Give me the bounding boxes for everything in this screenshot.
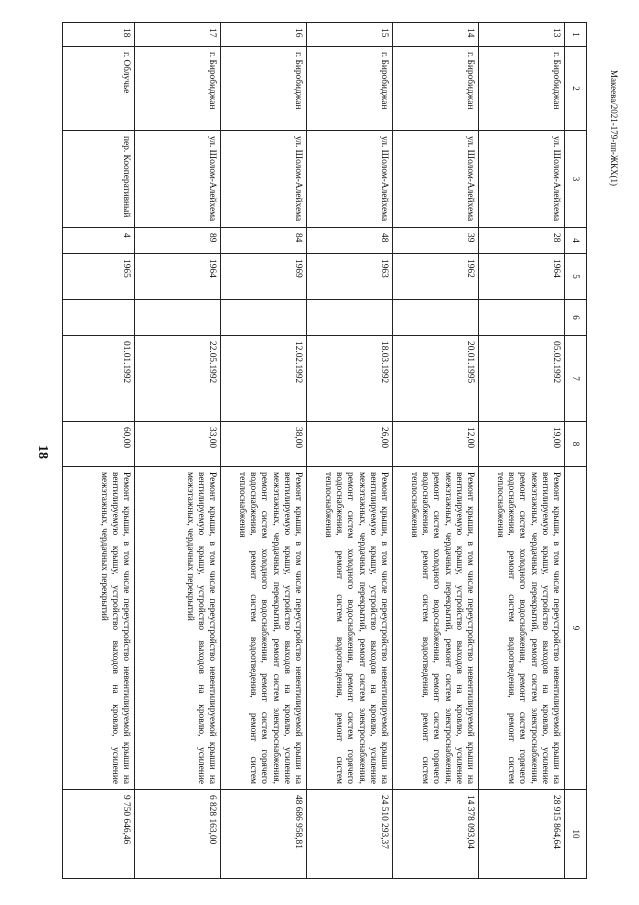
- table-row: [393, 23, 479, 879]
- table-row: [479, 23, 565, 879]
- house-number-cell: 28: [479, 228, 565, 254]
- build-year-cell: 1962: [393, 254, 479, 300]
- column-6-cell: [307, 300, 393, 336]
- street-cell: пер. Кооперативный: [63, 131, 135, 228]
- street-cell: ул. Шолом-Алейхема: [221, 131, 307, 228]
- cost-cell: 48 686 958,81: [221, 790, 307, 879]
- repair-works-cell: Ремонт крыши, в том числе переустройство невентилируемой крыши на вентилируемую крышу, устройство выходов на кровлю, усиление межэтажных, чердачных перекрытий: [135, 467, 221, 790]
- build-year-cell: 1963: [307, 254, 393, 300]
- date-cell: 05.02.1992: [479, 336, 565, 422]
- wear-percent-cell: 19,00: [479, 422, 565, 467]
- house-number-cell: 39: [393, 228, 479, 254]
- table-row: [221, 23, 307, 879]
- column-number: 8: [565, 422, 587, 467]
- repair-works-cell: Ремонт крыши, в том числе переустройство невентилируемой крыши на вентилируемую крышу, устройство выходов на кровлю, усиление межэтажных, чердачных перекрытий, ремонт систем электроснабжения, ремонт систем холодного водоснабжения, ремонт систем горячего водоснабжения, ремонт систем водоотведения, ремонт систем теплоснабжения: [221, 467, 307, 790]
- repair-works-cell: Ремонт крыши, в том числе переустройство невентилируемой крыши на вентилируемую крышу, устройство выходов на кровлю, усиление межэтажных, чердачных перекрытий: [63, 467, 135, 790]
- house-number-cell: 89: [135, 228, 221, 254]
- city-cell: г. Биробиджан: [221, 47, 307, 131]
- column-number: 1: [565, 23, 587, 47]
- housing-repair-table: [62, 22, 587, 879]
- date-cell: 12.02.1992: [221, 336, 307, 422]
- column-number: 9: [565, 467, 587, 790]
- table-row: [63, 23, 135, 879]
- column-6-cell: [135, 300, 221, 336]
- cost-cell: 6 828 163,00: [135, 790, 221, 879]
- city-cell: г. Облучье: [63, 47, 135, 131]
- column-6-cell: [393, 300, 479, 336]
- column-number: 6: [565, 300, 587, 336]
- cost-cell: 9 750 646,46: [63, 790, 135, 879]
- build-year-cell: 1964: [479, 254, 565, 300]
- row-number: 17: [135, 23, 221, 47]
- date-cell: 22.05.1992: [135, 336, 221, 422]
- column-number: 5: [565, 254, 587, 300]
- house-number-cell: 48: [307, 228, 393, 254]
- column-number: 10: [565, 790, 587, 879]
- house-number-cell: 84: [221, 228, 307, 254]
- repair-works-cell: Ремонт крыши, в том числе переустройство невентилируемой крыши на вентилируемую крышу, устройство выходов на кровлю, усиление межэтажных, чердачных перекрытий, ремонт систем электроснабжения, ремонт систем холодного водоснабжения, ремонт систем горячего водоснабжения, ремонт систем водоотведения, ремонт систем теплоснабжения: [479, 467, 565, 790]
- city-cell: г. Биробиджан: [307, 47, 393, 131]
- repair-works-cell: Ремонт крыши, в том числе переустройство невентилируемой крыши на вентилируемую крышу, устройство выходов на кровлю, усиление межэтажных, чердачных перекрытий, ремонт систем электроснабжения, ремонт систем холодного водоснабжения, ремонт систем горячего водоснабжения, ремонт систем водоотведения, ремонт систем теплоснабжения: [307, 467, 393, 790]
- table-row: [307, 23, 393, 879]
- wear-percent-cell: 60,00: [63, 422, 135, 467]
- street-cell: ул. Шолом-Алейхема: [393, 131, 479, 228]
- wear-percent-cell: 38,00: [221, 422, 307, 467]
- wear-percent-cell: 33,00: [135, 422, 221, 467]
- row-number: 18: [63, 23, 135, 47]
- document-footer: Макеева/2021-179-пп-ЖКХ(1): [609, 70, 619, 186]
- wear-percent-cell: 12,00: [393, 422, 479, 467]
- cost-cell: 14 378 093,04: [393, 790, 479, 879]
- column-number: 3: [565, 131, 587, 228]
- column-number: 4: [565, 228, 587, 254]
- column-number: 2: [565, 47, 587, 131]
- row-number: 14: [393, 23, 479, 47]
- city-cell: г. Биробиджан: [479, 47, 565, 131]
- column-6-cell: [479, 300, 565, 336]
- column-6-cell: [63, 300, 135, 336]
- street-cell: ул. Шолом-Алейхема: [135, 131, 221, 228]
- city-cell: г. Биробиджан: [393, 47, 479, 131]
- build-year-cell: 1965: [63, 254, 135, 300]
- row-number: 15: [307, 23, 393, 47]
- row-number: 16: [221, 23, 307, 47]
- build-year-cell: 1964: [135, 254, 221, 300]
- city-cell: г. Биробиджан: [135, 47, 221, 131]
- table-row: [135, 23, 221, 879]
- column-number-row: [565, 23, 587, 879]
- street-cell: ул. Шолом-Алейхема: [479, 131, 565, 228]
- house-number-cell: 4: [63, 228, 135, 254]
- cost-cell: 24 510 293,37: [307, 790, 393, 879]
- row-number: 13: [479, 23, 565, 47]
- wear-percent-cell: 26,00: [307, 422, 393, 467]
- build-year-cell: 1969: [221, 254, 307, 300]
- date-cell: 20.01.1995: [393, 336, 479, 422]
- column-number: 7: [565, 336, 587, 422]
- column-6-cell: [221, 300, 307, 336]
- date-cell: 01.01.1992: [63, 336, 135, 422]
- repair-works-cell: Ремонт крыши, в том числе переустройство невентилируемой крыши на вентилируемую крышу, устройство выходов на кровлю, усиление межэтажных, чердачных перекрытий, ремонт систем электроснабжения, ремонт систем холодного водоснабжения, ремонт систем горячего водоснабжения, ремонт систем водоотведения, ремонт систем теплоснабжения: [393, 467, 479, 790]
- table-body: [63, 23, 587, 879]
- page-number: 18: [35, 445, 50, 459]
- rotated-table-container: [83, 22, 587, 878]
- cost-cell: 28 915 864,64: [479, 790, 565, 879]
- date-cell: 18.03.1992: [307, 336, 393, 422]
- street-cell: ул. Шолом-Алейхема: [307, 131, 393, 228]
